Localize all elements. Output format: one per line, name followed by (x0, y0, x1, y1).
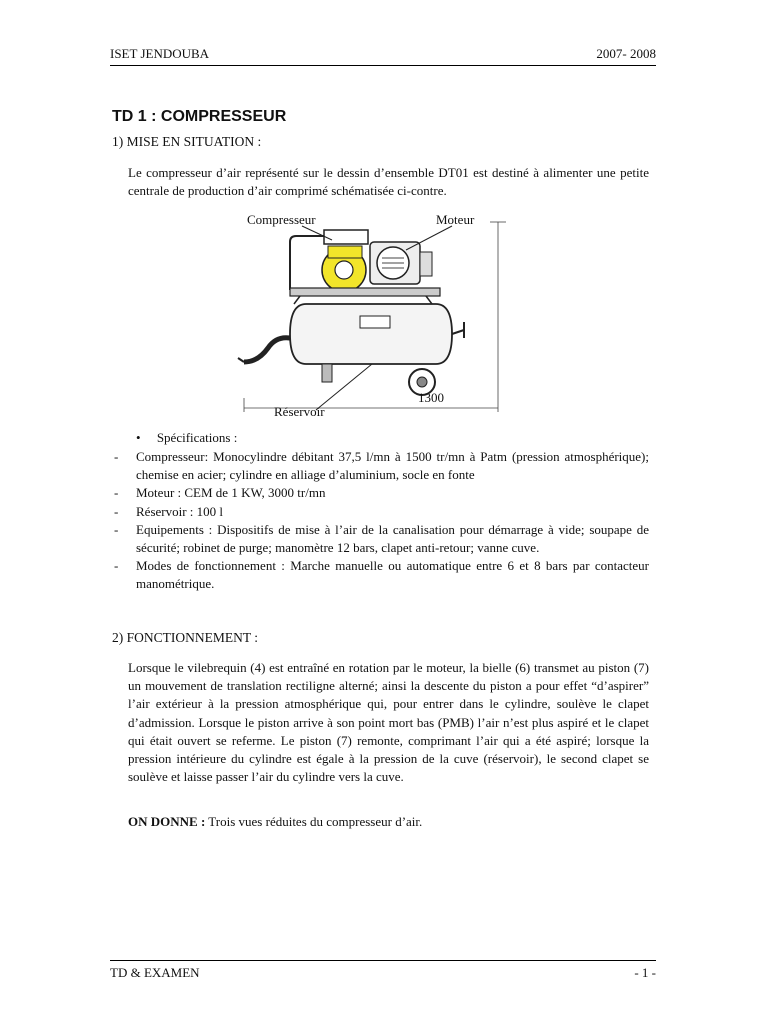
label-compressor: Compresseur (247, 212, 316, 227)
given-line (128, 814, 422, 830)
specifications-bullet: • Spécifications : (136, 430, 238, 445)
specifications-label: Spécifications : (156, 430, 238, 445)
page-number: - 1 - (634, 965, 656, 980)
specifications-list (112, 448, 649, 594)
spec-item: - Moteur : CEM de 1 KW, 3000 tr/mn (112, 484, 649, 502)
section-1-heading: 1) MISE EN SITUATION : (112, 134, 262, 149)
label-tank: Réservoir (274, 404, 325, 419)
section-1-intro: Le compresseur d’air représenté sur le dessin d’ensemble DT01 est destiné à alimenter une petite centrale de production d’air comprimé schématisée ci-contre. (128, 165, 649, 199)
footer-label: TD & EXAMEN (110, 965, 200, 980)
spec-item: - Réservoir : 100 l (112, 503, 649, 521)
header-year: 2007- 2008 (596, 46, 656, 61)
spec-item: - Compresseur: Monocylindre débitant 37,5 l/mn à 1500 tr/mn à Patm (pression atmosphérique); chemise en acier; cylindre en alliage d’aluminium, socle en fonte (112, 448, 649, 484)
page-footer (110, 960, 656, 981)
header-school: ISET JENDOUBA (110, 46, 210, 61)
section-2-heading: 2) FONCTIONNEMENT : (112, 630, 258, 645)
compressor-figure (236, 212, 526, 427)
dimension-label: 1300 (418, 390, 444, 405)
spec-item: - Modes de fonctionnement : Marche manuelle ou automatique entre 6 et 8 bars par contacteur manométrique. (112, 557, 649, 593)
given-text: Trois vues réduites du compresseur d’air. (208, 814, 423, 829)
section-2-body: Lorsque le vilebrequin (4) est entraîné en rotation par le moteur, la bielle (6) transmet au piston (7) un mouvement de translation rectiligne alterné; ainsi la descente du piston a pour effet “d’aspirer” l’air extérieur à la pression atmosphérique qui, pour entrer dans le cylindre, soulève le clapet d’admission. Lorsque le piston arrive à son point mort bas (PMB) l’air n’est plus aspiré et le clapet qui était ouvert se referme. Le piston (7) remonte, comprimant l’air qui a été aspiré; lorsque la pression intérieure du cylindre est égale à la pression de la cuve (réservoir), le second clapet se soulève et laisse passer l’air du cylindre vers la cuve. (128, 660, 649, 785)
document-title: TD 1 : COMPRESSEUR (112, 108, 287, 125)
spec-item: - Equipements : Dispositifs de mise à l’air de la canalisation pour démarrage à vide; soupape de sécurité; robinet de purge; manomètre 12 bars, clapet anti-retour; vanne cuve. (112, 521, 649, 557)
label-motor: Moteur (436, 212, 475, 227)
compressor-drawing (236, 212, 526, 427)
given-label: ON DONNE : (128, 814, 206, 829)
page-header (110, 46, 656, 66)
